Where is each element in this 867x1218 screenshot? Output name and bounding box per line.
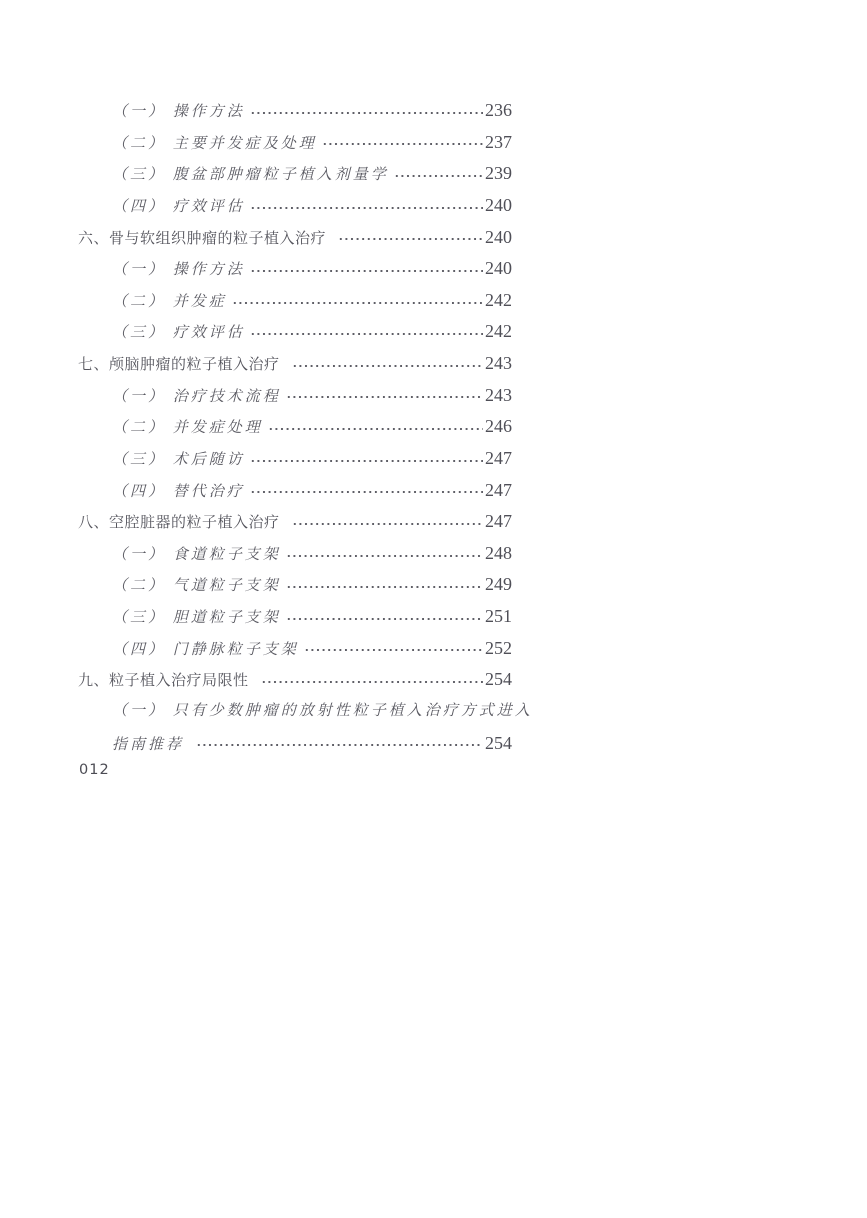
toc-entry-page-number: 247	[485, 479, 512, 500]
dot-leader	[291, 364, 483, 368]
toc-entry-page-number: 243	[485, 353, 512, 373]
toc-entry	[78, 158, 512, 190]
toc-entry-page-number: 242	[485, 289, 512, 310]
toc-entry	[78, 222, 512, 254]
toc-entry	[78, 285, 512, 317]
toc-entry	[78, 190, 512, 222]
toc-entry	[78, 316, 512, 348]
toc-entry-label: 九、粒子植入治疗局限性	[78, 672, 249, 690]
toc-entry	[78, 696, 533, 728]
dot-leader	[260, 680, 483, 684]
toc-entry-page-number: 237	[485, 131, 512, 152]
toc-entry-label: 指南推荐	[112, 736, 185, 753]
toc-entry	[78, 664, 512, 696]
toc-entry-page-number: 252	[485, 637, 512, 658]
dot-leader	[195, 743, 483, 747]
toc-entry	[78, 728, 512, 760]
toc-entry-label: （三） 疗效评估	[112, 325, 245, 342]
toc-entry	[78, 538, 512, 570]
dot-leader	[249, 459, 483, 463]
toc-entry-page-number: 242	[485, 321, 512, 342]
toc-entry-label: 八、空腔脏器的粒子植入治疗	[78, 514, 280, 532]
dot-leader	[249, 111, 483, 115]
toc-entry-label: （二） 气道粒子支架	[112, 578, 281, 595]
dot-leader	[249, 206, 483, 210]
toc-entry	[78, 506, 512, 538]
toc-entry-label: （二） 并发症处理	[112, 420, 263, 437]
toc-entry-page-number: 246	[485, 416, 512, 437]
dot-leader	[337, 237, 483, 241]
toc-entry	[78, 601, 512, 633]
toc-entry	[78, 95, 512, 127]
toc-entry-label: （四） 疗效评估	[112, 198, 245, 215]
table-of-contents	[78, 95, 533, 759]
toc-entry-page-number: 240	[485, 258, 512, 279]
toc-entry-label: （一） 食道粒子支架	[112, 546, 281, 563]
toc-entry-label: 七、颅脑肿瘤的粒子植入治疗	[78, 356, 280, 373]
toc-entry-label: （一） 操作方法	[112, 262, 245, 279]
toc-entry-label: （四） 替代治疗	[112, 483, 245, 500]
toc-entry-label: （一） 只有少数肿瘤的放射性粒子植入治疗方式进入	[112, 702, 533, 719]
toc-entry-label: （四） 门静脉粒子支架	[112, 641, 299, 658]
toc-entry	[78, 443, 512, 475]
toc-entry	[78, 380, 512, 412]
toc-entry-page-number: 254	[485, 669, 512, 690]
dot-leader	[231, 301, 483, 305]
dot-leader	[393, 174, 483, 178]
dot-leader	[285, 617, 483, 621]
dot-leader	[321, 142, 483, 146]
toc-entry-label: （三） 腹盆部肿瘤粒子植入剂量学	[112, 167, 389, 184]
toc-entry-label: （二） 主要并发症及处理	[112, 135, 317, 152]
toc-entry-page-number: 248	[485, 542, 512, 563]
toc-entry-page-number: 249	[485, 574, 512, 595]
toc-entry-label: （三） 胆道粒子支架	[112, 610, 281, 626]
toc-entry-label: （一） 操作方法	[112, 104, 245, 120]
toc-entry	[78, 633, 512, 665]
dot-leader	[303, 648, 483, 652]
toc-entry	[78, 348, 512, 380]
dot-leader	[249, 490, 483, 494]
dot-leader	[285, 585, 483, 589]
toc-entry-page-number: 240	[485, 194, 512, 215]
folio-page-number: 012	[79, 762, 110, 778]
toc-entry-page-number: 247	[485, 511, 512, 532]
toc-entry-page-number: 243	[485, 384, 512, 405]
toc-entry-label: 六、骨与软组织肿瘤的粒子植入治疗	[78, 229, 327, 247]
dot-leader	[249, 269, 483, 273]
dot-leader	[291, 522, 483, 526]
toc-entry	[78, 127, 512, 159]
toc-entry-page-number: 240	[485, 226, 512, 247]
toc-entry-page-number: 247	[485, 447, 512, 468]
toc-entry	[78, 569, 512, 601]
toc-entry-label: （三） 术后随访	[112, 451, 245, 468]
toc-entry	[78, 475, 512, 507]
toc-entry-label: （二） 并发症	[112, 293, 227, 310]
dot-leader	[267, 427, 483, 431]
toc-entry-page-number: 239	[485, 163, 512, 184]
toc-entry	[78, 411, 512, 443]
toc-entry-page-number: 236	[485, 100, 512, 120]
dot-leader	[285, 554, 483, 558]
dot-leader	[249, 332, 483, 336]
toc-entry	[78, 253, 512, 285]
toc-entry-page-number: 251	[485, 606, 512, 626]
toc-entry-label: （一） 治疗技术流程	[112, 388, 281, 405]
dot-leader	[285, 395, 483, 399]
toc-entry-page-number: 254	[485, 732, 512, 753]
